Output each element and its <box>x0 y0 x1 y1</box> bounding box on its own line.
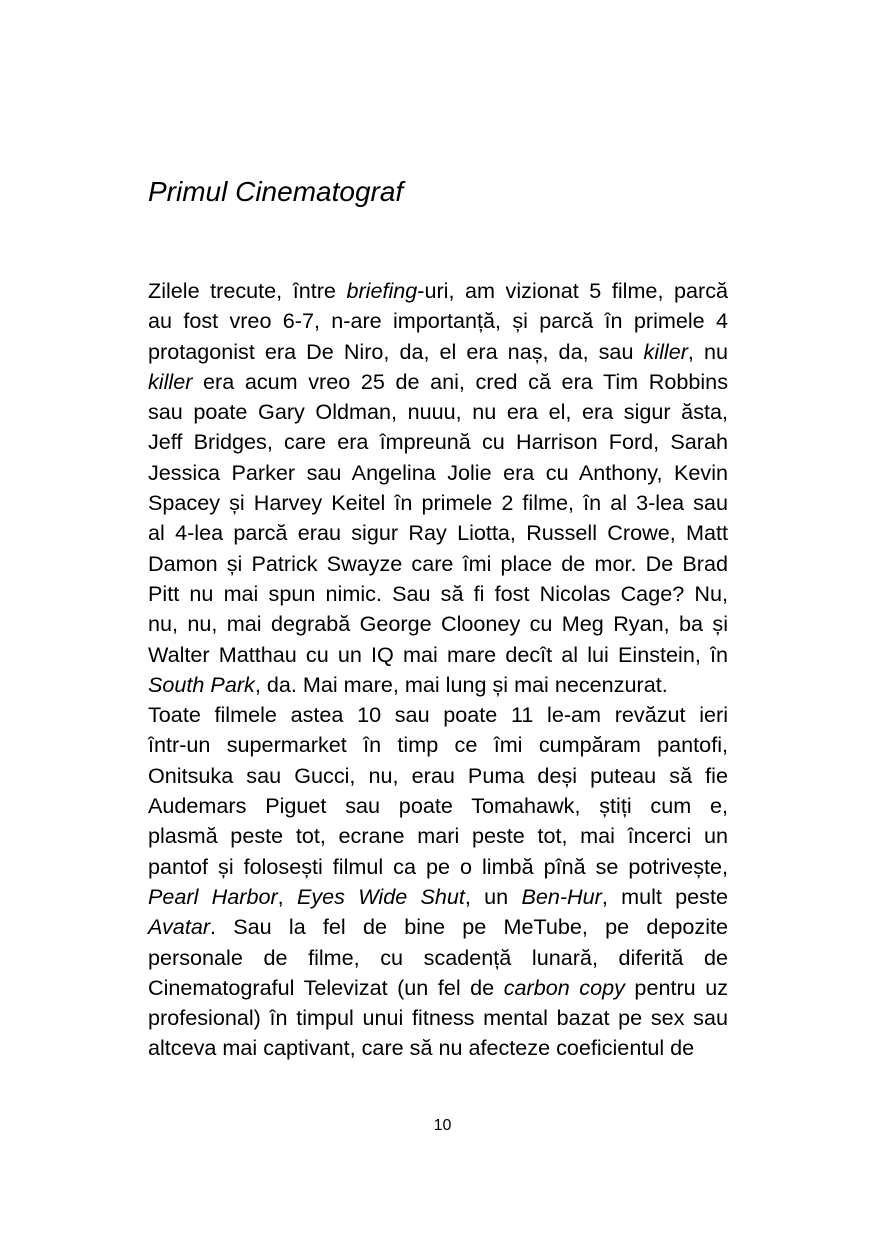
text-segment: Zilele trecute, între <box>148 278 347 303</box>
italic-text: Avatar <box>148 914 211 940</box>
text-segment: Spacey și Harvey Keitel în primele 2 filme, în al 3-lea sau <box>148 490 728 516</box>
text-line <box>148 852 728 882</box>
page-number: 10 <box>433 1117 452 1134</box>
text-segment: Audemars Piguet sau poate Tomahawk, știți cum e, <box>148 793 728 819</box>
text-line <box>148 488 728 518</box>
text-line <box>148 549 728 579</box>
text-segment: pentru uz <box>624 974 728 1000</box>
text-line <box>148 1003 728 1033</box>
text-line <box>148 882 728 912</box>
text-line <box>148 821 728 851</box>
chapter-title: Primul Cinematograf <box>148 176 404 207</box>
text-segment: -uri, am vizionat 5 filme, parcă <box>417 278 729 303</box>
text-line <box>148 579 728 609</box>
text-line <box>148 730 728 760</box>
text-line <box>148 943 728 973</box>
text-line <box>148 973 728 1003</box>
italic-text: killer <box>148 368 193 394</box>
text-line <box>148 337 728 367</box>
text-segment: . Sau la fel de bine pe MeTube, pe depozite <box>210 914 728 940</box>
text-line <box>148 700 728 730</box>
text-segment: Jessica Parker sau Angelina Jolie era cu Anthony, Kevin <box>148 459 728 485</box>
text-segment: Jeff Bridges, care era împreună cu Harrison Ford, Sarah <box>148 429 728 455</box>
text-segment: , un <box>464 883 522 909</box>
text-segment: sau poate Gary Oldman, nuuu, nu era el, era sigur ăsta, <box>148 399 728 425</box>
text-segment: , da. Mai mare, mai lung și mai necenzurat. <box>254 671 668 697</box>
text-segment: plasmă peste tot, ecrane mari peste tot, mai încerci un <box>148 823 728 849</box>
italic-text: Ben-Hur <box>521 883 602 909</box>
text-line <box>148 761 728 791</box>
text-line <box>148 397 728 427</box>
text-line <box>148 276 728 306</box>
italic-text: Pearl Harbor <box>148 883 278 909</box>
body-text <box>148 276 728 1064</box>
text-segment: Toate filmele astea 10 sau poate 11 le-am revăzut ieri <box>148 702 728 728</box>
italic-text: killer <box>643 338 688 364</box>
text-segment: personale de filme, cu scadență lunară, diferită de <box>148 944 728 970</box>
italic-text: briefing <box>346 278 418 303</box>
text-line <box>148 791 728 821</box>
text-segment: Damon și Patrick Swayze care îmi place de mor. De Brad <box>148 550 728 576</box>
text-line <box>148 458 728 488</box>
text-segment: nu, nu, mai degrabă George Clooney cu Meg Ryan, ba și <box>148 611 728 637</box>
text-segment: pantof și folosești filmul ca pe o limbă pînă se potrivește, <box>148 853 728 879</box>
text-segment: , nu <box>687 338 728 364</box>
text-segment: altceva mai captivant, care să nu afecteze coeficientul de <box>148 1035 695 1061</box>
text-segment: profesional) în timpul unui fitness mental bazat pe sex sau <box>148 1005 728 1031</box>
text-line <box>148 912 728 942</box>
text-line <box>148 427 728 457</box>
text-line <box>148 670 728 700</box>
italic-text: carbon copy <box>503 974 625 1000</box>
text-line <box>148 640 728 670</box>
text-segment: Pitt nu mai spun nimic. Sau să fi fost Nicolas Cage? Nu, <box>148 580 728 606</box>
italic-text: Eyes Wide Shut <box>296 883 465 909</box>
italic-text: South Park <box>148 671 255 697</box>
text-segment: într-un supermarket în timp ce îmi cumpăram pantofi, <box>148 732 728 758</box>
text-segment: protagonist era De Niro, da, el era naș, da, sau <box>148 338 644 364</box>
text-segment: au fost vreo 6-7, n-are importanță, și parcă în primele 4 <box>148 308 728 334</box>
text-segment: Walter Matthau cu un IQ mai mare decît al lui Einstein, în <box>148 641 728 667</box>
text-segment: era acum vreo 25 de ani, cred că era Tim Robbins <box>192 368 728 394</box>
text-line <box>148 609 728 639</box>
text-segment: Cinematograful Televizat (un fel de <box>148 974 504 1000</box>
text-segment: , mult peste <box>601 883 728 909</box>
text-line <box>148 367 728 397</box>
text-line <box>148 518 728 548</box>
text-line <box>148 306 728 336</box>
text-segment: Onitsuka sau Gucci, nu, erau Puma deși puteau să fie <box>148 762 728 788</box>
text-segment: , <box>277 883 297 909</box>
text-segment: al 4-lea parcă erau sigur Ray Liotta, Russell Crowe, Matt <box>148 520 728 546</box>
text-line <box>148 1033 728 1063</box>
